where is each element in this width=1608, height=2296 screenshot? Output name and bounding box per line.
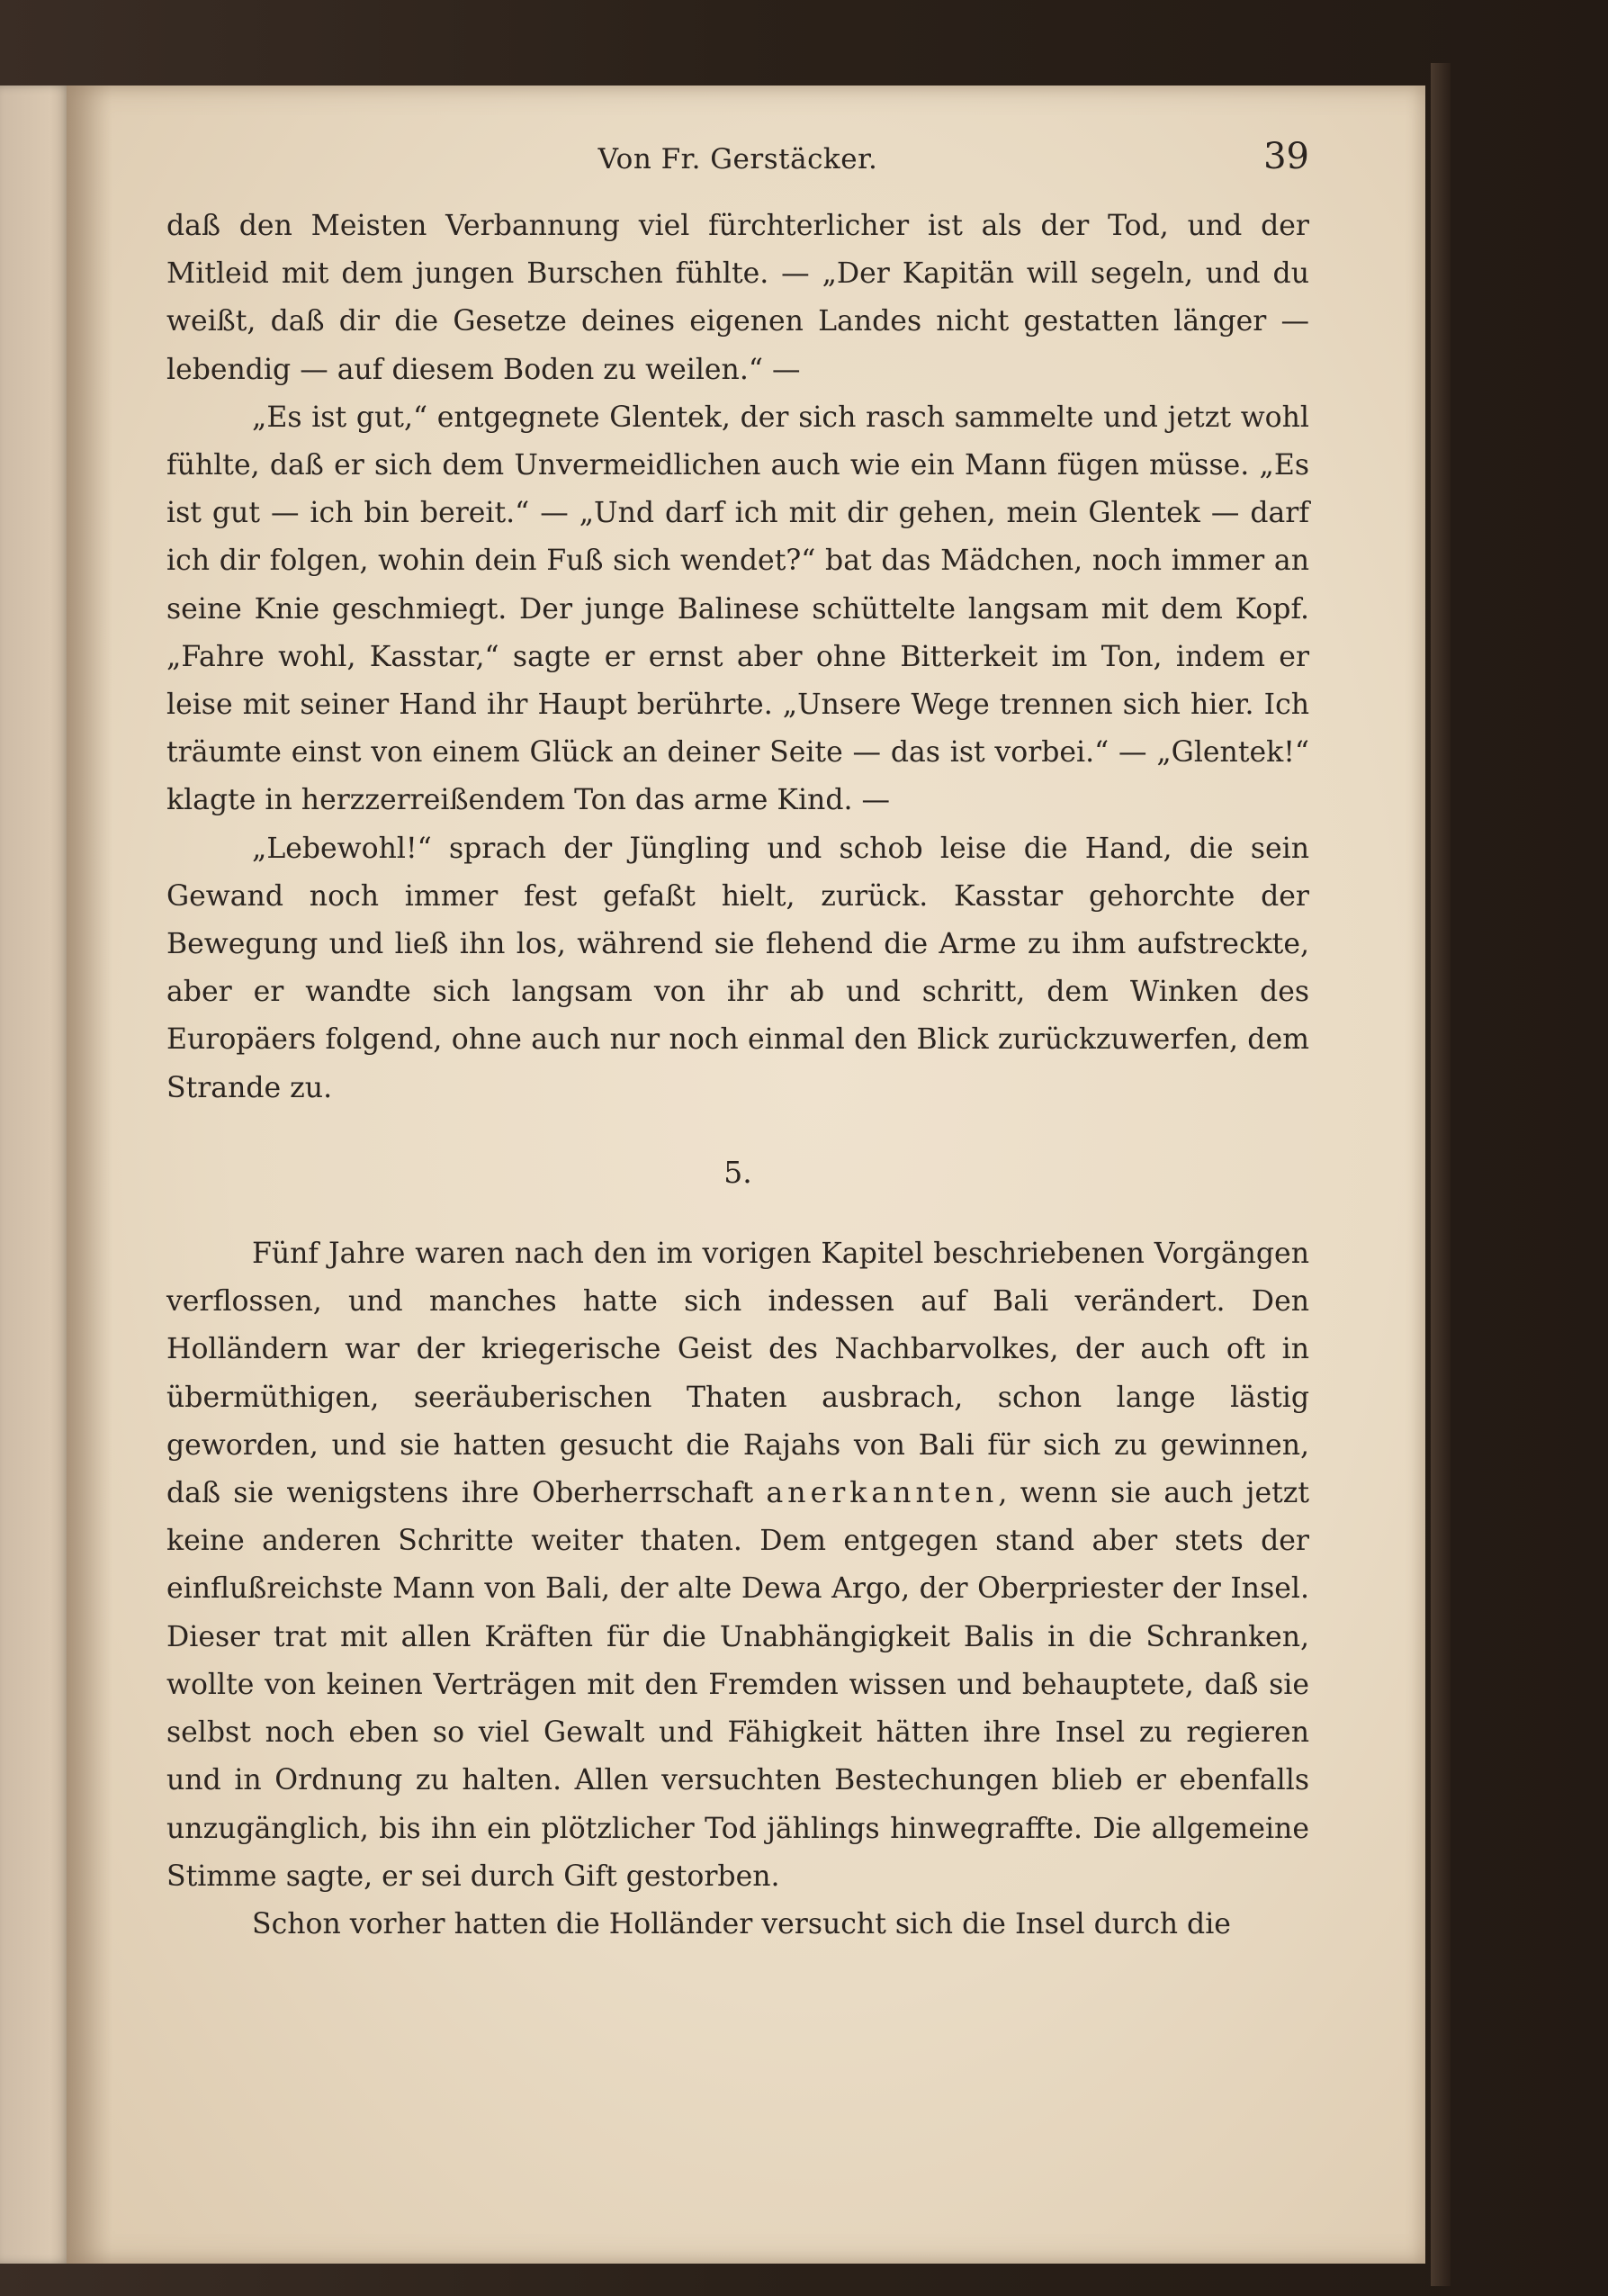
running-title: Von Fr. Gerstäcker. bbox=[597, 143, 878, 176]
book-cover-edge bbox=[1431, 63, 1451, 2286]
emphasized-word: anerkannten bbox=[766, 1477, 999, 1510]
paragraph-farewell: „Lebewohl!“ sprach der Jüngling und schob leise die Hand, die sein Gewand noch immer fest gefaßt hielt, zurück. Kasstar gehorchte der Bewegung und ließ ihn los, während sie flehend die Arme zu ihm aufstreckte, aber er wandte sich langsam von ihr ab und schritt, dem Winken des Europäers folgend, ohne auch nur noch einmal den Blick zurückzuwerfen, dem Strande zu. bbox=[166, 832, 1309, 1104]
page-body-text bbox=[166, 203, 1309, 1949]
paragraph-dialogue: „Es ist gut,“ entgegnete Glentek, der sich rasch sammelte und jetzt wohl fühlte, daß er sich dem Unvermeidlichen auch wie ein Mann fügen müsse. „Es ist gut — ich bin bereit.“ — „Und darf ich mit dir gehen, mein Glentek — darf ich dir folgen, wohin dein Fuß sich wendet?“ bat das Mädchen, noch immer an seine Knie geschmiegt. Der junge Balinese schüttelte langsam mit dem Kopf. „Fahre wohl, Kasstar,“ sagte er ernst aber ohne Bitterkeit im Ton, indem er leise mit seiner Hand ihr Haupt berührte. „Unsere Wege trennen sich hier. Ich träumte einst von einem Glück an deiner Seite — das ist vorbei.“ — „Glentek!“ klagte in herzzerreißendem Ton das arme Kind. — bbox=[166, 401, 1309, 817]
paragraph-text: Fünf Jahre waren nach den im vorigen Kapitel beschriebenen Vorgängen verflossen, und manches hatte sich indessen auf Bali verändert. Den Holländern war der kriegerische Geist des Nachbarvolkes, der auch oft in übermüthigen, seeräuberischen Thaten ausbrach, schon lange lästig geworden, und sie hatten gesucht die Rajahs von Bali für sich zu gewinnen, daß sie wenigstens ihre Oberherrschaft bbox=[166, 1238, 1309, 1510]
paragraph-continuation: daß den Meisten Verbannung viel fürchterlicher ist als der Tod, und der Mitleid mit dem jungen Burschen fühlte. — „Der Kapitän will segeln, und du weißt, daß dir die Gesetze deines eigenen Landes nicht gestatten länger — lebendig — auf diesem Boden zu weilen.“ — bbox=[166, 210, 1309, 386]
section-number: 5. bbox=[723, 1154, 752, 1190]
page-gutter-shadow bbox=[67, 86, 112, 2264]
page-number: 39 bbox=[1263, 136, 1309, 177]
previous-page-edge bbox=[0, 86, 72, 2264]
paragraph-text: , wenn sie auch jetzt keine anderen Schritte weiter thaten. Dem entgegen stand aber stets der einflußreichste Mann von Bali, der alte Dewa Argo, der Oberpriester der Insel. Dieser trat mit allen Kräften für die Unabhängigkeit Balis in die Schranken, wollte von keinen Verträgen mit den Fremden wissen und behauptete, daß sie selbst noch eben so viel Gewalt und Fähigkeit hätten ihre Insel zu regieren und in Ordnung zu halten. Allen versuchten Bestechungen blieb er ebenfalls unzugänglich, bis ihn ein plötzlicher Tod jählings hinwegraffte. Die allgemeine Stimme sagte, er sei durch Gift gestorben. bbox=[166, 1477, 1310, 1893]
paragraph-section-five bbox=[166, 1230, 1309, 1901]
page-header bbox=[166, 132, 1309, 186]
paragraph-last-line: Schon vorher hatten die Holländer versucht sich die Insel durch die bbox=[252, 1907, 1231, 1940]
